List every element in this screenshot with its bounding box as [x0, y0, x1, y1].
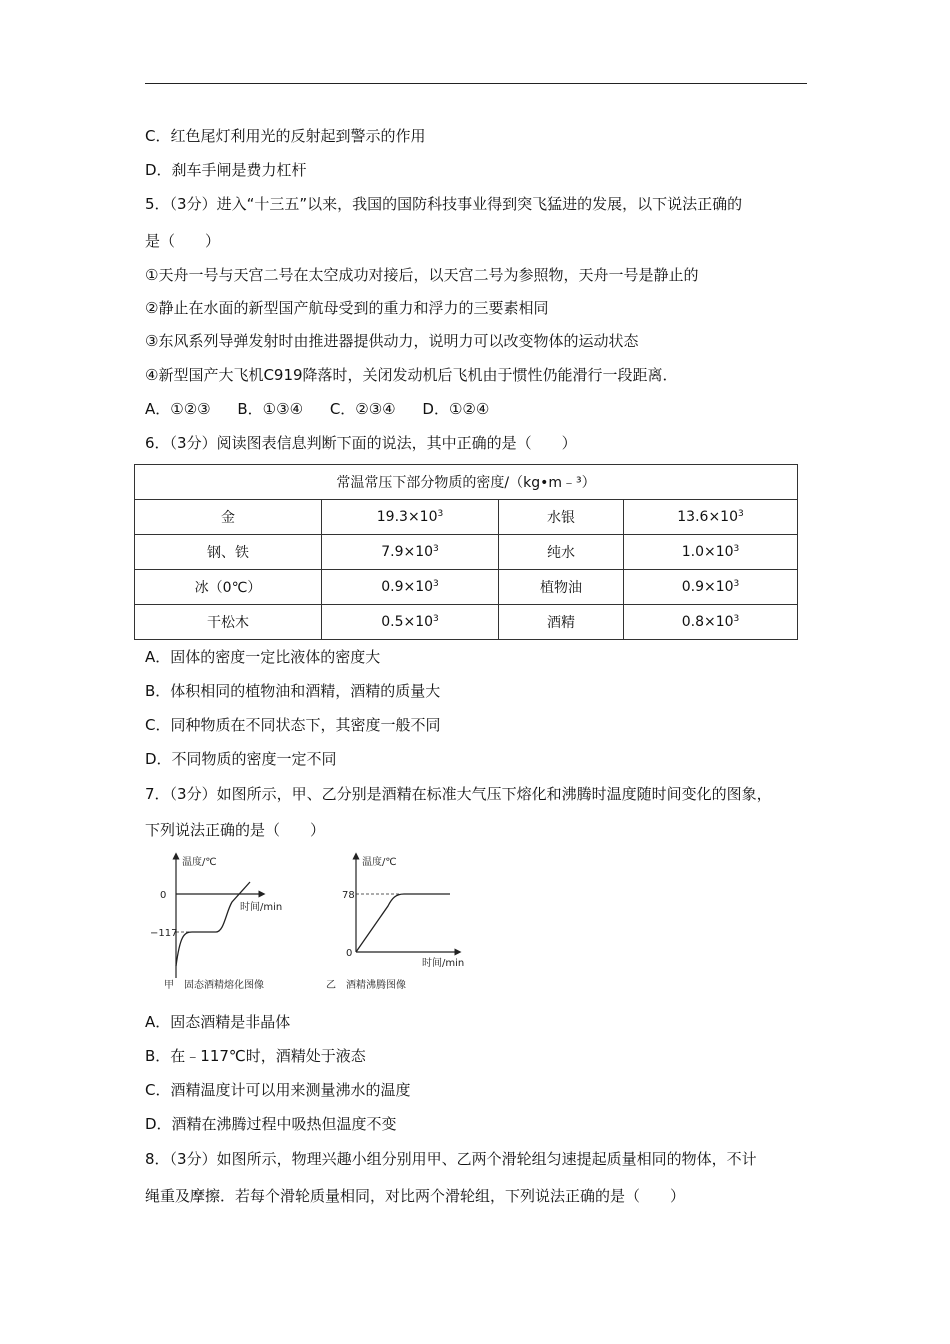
table-cell: $7.9\times 10^3$ [322, 535, 499, 570]
q8-stem-2: 绳重及摩擦．若每个滑轮质量相同，对比两个滑轮组，下列说法正确的是（ ） [145, 1187, 686, 1205]
q6-option-d[interactable]: D．不同物质的密度一定不同 [145, 750, 337, 768]
q4-option-d: D．刹车手闸是费力杠杆 [145, 161, 307, 179]
table-cell: $0.8\times 10^3$ [624, 605, 798, 640]
tick-label: −117 [150, 928, 178, 939]
q6-option-b[interactable]: B．体积相同的植物油和酒精，酒精的质量大 [145, 682, 441, 700]
table-cell: $0.5\times 10^3$ [322, 605, 499, 640]
q5-options [145, 399, 511, 419]
table-cell: 酒精 [499, 605, 624, 640]
table-row [135, 570, 798, 605]
q6-stem: 6．（3分）阅读图表信息判断下面的说法，其中正确的是（ ） [145, 434, 577, 452]
tick-label: 0 [160, 890, 167, 901]
y-axis-label: 温度/℃ [182, 857, 217, 868]
q4-option-c: C．红色尾灯利用光的反射起到警示的作用 [145, 127, 426, 145]
table-cell: 钢、铁 [135, 535, 322, 570]
table-cell: $1.0\times 10^3$ [624, 535, 798, 570]
q7-stem-1: 7．（3分）如图所示，甲、乙分别是酒精在标准大气压下熔化和沸腾时温度随时间变化的图象， [145, 785, 772, 803]
table-cell: 金 [135, 500, 322, 535]
table-cell: $0.9\times 10^3$ [624, 570, 798, 605]
q7-option-a[interactable]: A．固态酒精是非晶体 [145, 1013, 291, 1031]
boiling-curve [356, 894, 450, 952]
boiling-graph [326, 852, 478, 998]
q7-option-b[interactable]: B．在﹣117℃时，酒精处于液态 [145, 1047, 366, 1065]
q5-stem-2: 是（ ） [145, 232, 221, 250]
q7-stem-2: 下列说法正确的是（ ） [145, 821, 326, 839]
table-cell: $13.6\times 10^3$ [624, 500, 798, 535]
q7-option-c[interactable]: C．酒精温度计可以用来测量沸水的温度 [145, 1081, 411, 1099]
q8-stem-1: 8．（3分）如图所示，物理兴趣小组分别用甲、乙两个滑轮组匀速提起质量相同的物体，不计 [145, 1150, 757, 1168]
table-cell: 干松木 [135, 605, 322, 640]
q5-option-d[interactable]: D．①②④ [422, 400, 490, 418]
q5-statement-2: ②静止在水面的新型国产航母受到的重力和浮力的三要素相同 [145, 299, 549, 317]
q6-option-c[interactable]: C．同种物质在不同状态下，其密度一般不同 [145, 716, 441, 734]
table-row [135, 535, 798, 570]
table-title: 常温常压下部分物质的密度/（kg•m﹣³） [135, 465, 798, 500]
q5-statement-3: ③东风系列导弹发射时由推进器提供动力，说明力可以改变物体的运动状态 [145, 332, 639, 350]
graph-caption: 乙 酒精沸腾图像 [326, 980, 406, 991]
table-row [135, 500, 798, 535]
table-cell: 冰（0℃） [135, 570, 322, 605]
q7-option-d[interactable]: D．酒精在沸腾过程中吸热但温度不变 [145, 1115, 397, 1133]
q5-option-c[interactable]: C．②③④ [329, 400, 396, 418]
q6-option-a[interactable]: A．固体的密度一定比液体的密度大 [145, 648, 381, 666]
table-cell: 水银 [499, 500, 624, 535]
density-table [134, 464, 798, 640]
q5-statement-1: ①天舟一号与天宫二号在太空成功对接后，以天宫二号为参照物，天舟一号是静止的 [145, 266, 699, 284]
header-rule [145, 83, 807, 84]
table-cell: $19.3\times 10^3$ [322, 500, 499, 535]
x-axis-label: 时间/min [422, 958, 465, 969]
tick-label: 0 [346, 948, 353, 959]
q5-option-a[interactable]: A．①②③ [145, 400, 211, 418]
table-cell: $0.9\times 10^3$ [322, 570, 499, 605]
tick-label: 78 [342, 890, 355, 901]
q5-statement-4: ④新型国产大飞机C919降落时，关闭发动机后飞机由于惯性仍能滑行一段距离． [145, 366, 678, 384]
table-cell: 植物油 [499, 570, 624, 605]
x-axis-label: 时间/min [240, 902, 283, 913]
table-row [135, 605, 798, 640]
q5-stem-1: 5．（3分）进入“十三五”以来，我国的国防科技事业得到突飞猛进的发展，以下说法正确的 [145, 195, 743, 213]
y-axis-label: 温度/℃ [362, 857, 397, 868]
melting-graph [150, 852, 300, 998]
table-header-row [135, 465, 798, 500]
q5-option-b[interactable]: B．①③④ [237, 400, 304, 418]
graph-caption: 甲 固态酒精熔化图像 [164, 980, 264, 991]
table-cell: 纯水 [499, 535, 624, 570]
